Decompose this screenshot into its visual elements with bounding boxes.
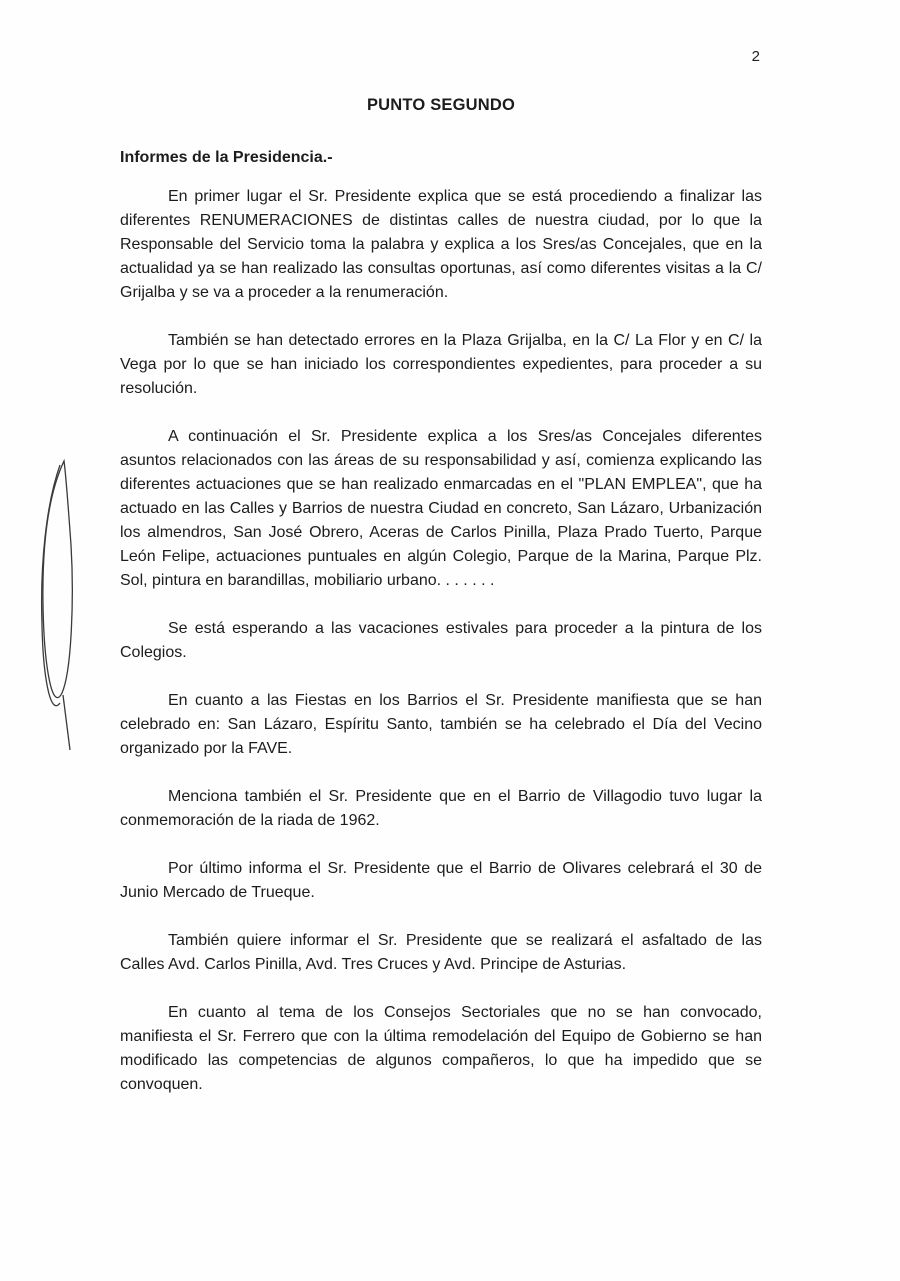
page-number: 2	[751, 48, 760, 65]
paragraph-villagodio-riada: Menciona también el Sr. Presidente que en el Barrio de Villagodio tuvo lugar la conmemoración de la riada de 1962.	[120, 788, 762, 829]
section-title: PUNTO SEGUNDO	[366, 96, 516, 114]
paragraph-pintura-colegios: Se está esperando a las vacaciones estivales para proceder a la pintura de los Colegios.	[120, 620, 762, 661]
paragraph-mercado-trueque: Por último informa el Sr. Presidente que el Barrio de Olivares celebrará el 30 de Junio Mercado de Trueque.	[120, 860, 762, 901]
paragraph-asfaltado-calles: También quiere informar el Sr. Presidente que se realizará el asfaltado de las Calles Avd. Carlos Pinilla, Avd. Tres Cruces y Avd. Principe de Asturias.	[120, 932, 762, 973]
paragraph-consejos-sectoriales: En cuanto al tema de los Consejos Sectoriales que no se han convocado, manifiesta el Sr. Ferrero que con la última remodelación del Equipo de Gobierno se han modificado las competencias de algunos compañeros, lo que ha impedido que se convoquen.	[120, 1004, 762, 1093]
scan-artifact	[30, 455, 90, 755]
document-content	[120, 96, 762, 1121]
body-text	[120, 185, 762, 1097]
report-heading: Informes de la Presidencia.-	[120, 149, 333, 166]
paragraph-fiestas-barrios: En cuanto a las Fiestas en los Barrios el Sr. Presidente manifiesta que se han celebrado en: San Lázaro, Espíritu Santo, también se ha celebrado el Día del Vecino organizado por la FAVE.	[120, 692, 762, 757]
paragraph-errores-detectados: También se han detectado errores en la Plaza Grijalba, en la C/ La Flor y en C/ la Vega por lo que se han iniciado los correspondientes expedientes, para proceder a su resolución.	[120, 332, 762, 397]
paragraph-plan-emplea: A continuación el Sr. Presidente explica a los Sres/as Concejales diferentes asuntos relacionados con las áreas de su responsabilidad y así, comienza explicando las diferentes actuaciones que se han realizado enmarcadas en el "PLAN EMPLEA", que ha actuado en las Calles y Barrios de nuestra Ciudad en concreto, San Lázaro, Urbanización los almendros, San José Obrero, Aceras de Carlos Pinilla, Plaza Prado Tuerto, Parque León Felipe, actuaciones puntuales en algún Colegio, Parque de la Marina, Parque Plz. Sol, pintura en barandillas, mobiliario urbano. . . . . . .	[120, 428, 762, 589]
paragraph-renumeraciones: En primer lugar el Sr. Presidente explica que se está procediendo a finalizar las diferentes RENUMERACIONES de distintas calles de nuestra ciudad, por lo que la Responsable del Servicio toma la palabra y explica a los Sres/as Concejales, que en la actualidad ya se han realizado las consultas oportunas, así como diferentes visitas a la C/ Grijalba y se va a proceder a la renumeración.	[120, 188, 762, 301]
